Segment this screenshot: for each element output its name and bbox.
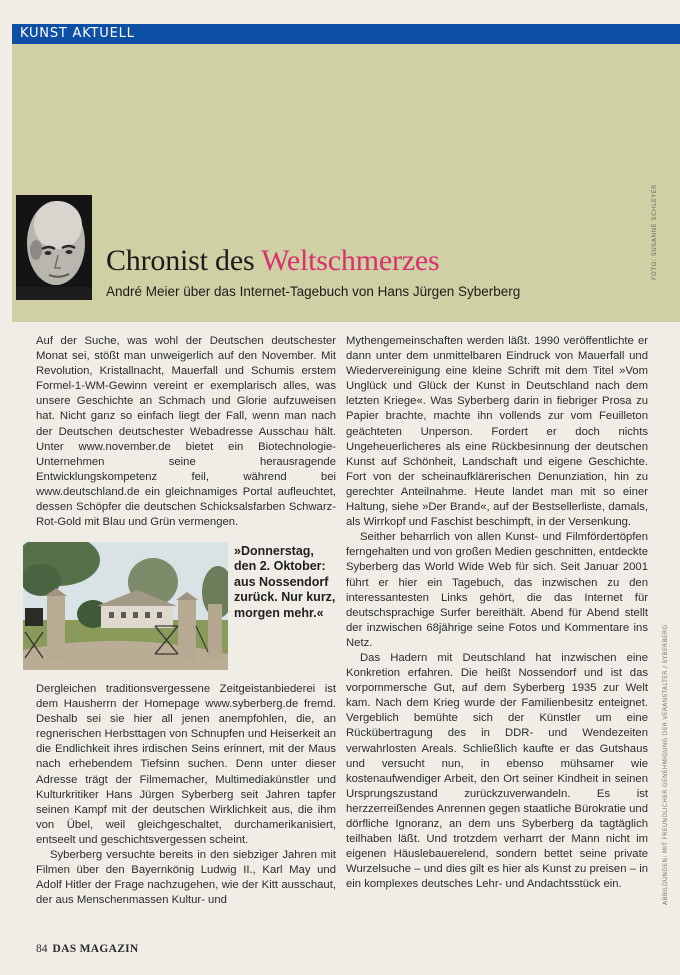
paragraph: Das Hadern mit Deutschland hat inzwischen eine Konkretion erfahren. Die heißt Nossendorf und ist das vorpommersche Gut, auf dem Syberberg 1935 zur Welt kam. Nach dem Krieg wurde der Familienbesitz enteignet. Vergeblich bemühte sich der Künstler um eine Rückübertragung des in DDR- und Wendezeiten verwahrlosten Areals. Schließlich kaufte er das Gutshaus und versucht nun, in ebenso mühsamer wie kostenaufwendiger Arbeit, den Ort seiner Kindheit in seinen Ursprungszustand zurückzuverwandeln. Es ist herzzerreißendes Anrennen gegen staatliche Bürokratie und dörfliche Ignoranz, an dem uns Syberberg da tagtäglich teilhaben läßt. Und trotzdem verharrt der Mann nicht im eigenen Häuslebauerelend, sondern bettet seine private Wurzelsuche – und dies gilt es hier als Kunst zu preisen – in ein komplexes deutsches Lehr- und Andachtsstück ein. [346,651,648,891]
page-footer [36,942,139,956]
title-accent: Weltschmerzes [261,244,440,277]
title-plain: Chronist des [106,244,262,277]
header-band [12,44,680,322]
article-column-right [346,334,648,892]
article-column-left-bottom [36,682,336,908]
nossendorf-photo [23,542,228,670]
paragraph: Seither beharrlich von allen Kunst- und Filmfördertöpfen ferngehalten und von großen Medien geschnitten, entdeckte Syberberg das World Wide Web für sich. Seit Januar 2001 führt er hier ein Tagebuch, das inzwischen zu den interessantesten Links gehört, die das Internet für deutschsprachige Surfer bereithält. Abend für Abend stellt der inzwischen 68jährige seine Fotos und Kommentare ins Netz. [346,531,648,649]
page-number: 84 [36,943,48,955]
section-header-bar [12,24,680,44]
article-column-left-top [36,334,336,530]
paragraph: Mythengemeinschaften werden läßt. 1990 veröffentlichte er dann unter dem unmittelbaren Eindruck von Mauerfall und Wiedervereinigung eine kleine Schrift mit dem Titel »Vom Unglück und Glück der Kunst in Deutschland nach dem letzten Kriege«. Was Syberberg darin in fiebriger Prosa zu Papier brachte, machte ihn vollends zur vom Feuilleton geächteten Unperson. Fordert er doch nichts Ungeheuerlicheres als eine Rückbesinnung der deutschen Kunst auf Schönheit, Landschaft und eigene Geschichte. Fort von der scheinaufklärerischen Denunziation, hin zu gerechter Anteilnahme. Heute landet man mit so einer Haltung, siehe »Der Brand«, auf der Bestsellerliste, damals, als Wirrkopf und Faschist beschimpft, in der Versenkung. [346,335,648,529]
paragraph: Syberberg versuchte bereits in den siebziger Jahren mit Filmen über den Bayernkönig Ludwig II., Karl May und Adolf Hitler der Frage nachzugehen, wie der Kitt ausschaut, der aus Menschenmassen Kultur- und [36,849,336,907]
article-title [106,244,439,278]
article-subtitle: André Meier über das Internet-Tagebuch von Hans Jürgen Syberberg [106,284,521,299]
estate-gate-image [23,542,228,670]
image-credit: ABBILDUNGEN: MIT FREUNDLICHER GENEHMIGUNG DER VERANSTALTER / SYBERBERG [662,624,669,905]
paragraph: Dergleichen traditionsvergessene Zeitgeistanbiederei ist dem Hausherrn der Homepage www.syberberg.de fremd. Deshalb sei sie hier all jenen anempfohlen, die, an regnerischen Herbsttagen von Schnupfen und Heiserkeit an die Endlichkeit ihres irdischen Seins erinnert, mit der Maus nach erhebendem Tiefsinn suchen. Denn unter dieser Adresse trägt der Filmemacher, Multimediakünstler und Kulturkritiker Hans Jürgen Syberberg seit Jahren tapfer seinen Kampf mit der deutschen Wirklichkeit aus, die ihm von Übel, weil gleichgeschaltet, durchamerikanisiert, entseelt und geschichtsvergessen scheint. [36,683,336,846]
paragraph: Auf der Suche, was wohl der Deutschen deutschester Monat sei, stößt man unweigerlich auf den November. Mit Revolution, Kristallnacht, Mauerfall und Schumis erstem Formel-1-WM-Gewinn vereint er exemplarisch alles, was unsere Geschichte an Schmach und Glorie aufzuweisen hat. Nicht ganz so einfach liegt der Fall, wenn man nach der Deutschen deutschester Webadresse Ausschau hält. Unter www.november.de bietet ein Biotechnologie-Unternehmen seine herausragende Entwicklungskompetenz feil, während bei www.deutschland.de ein gleichnamiges Portal aufleuchtet, dessen Schöpfer die deutschen Schicksalsfarben Schwarz-Rot-Gold mit Blau und Grün vermengen. [36,335,336,529]
section-label: KUNST AKTUELL [20,26,135,41]
photo-credit: FOTO: SUSANNE SCHLEYER [651,184,658,280]
portrait-image [16,195,92,300]
author-portrait [16,195,92,300]
magazine-name: DAS MAGAZIN [52,943,139,955]
photo-caption-quote: »Donnerstag, den 2. Oktober: aus Nossendorf zurück. Nur kurz, morgen mehr.« [234,544,336,620]
